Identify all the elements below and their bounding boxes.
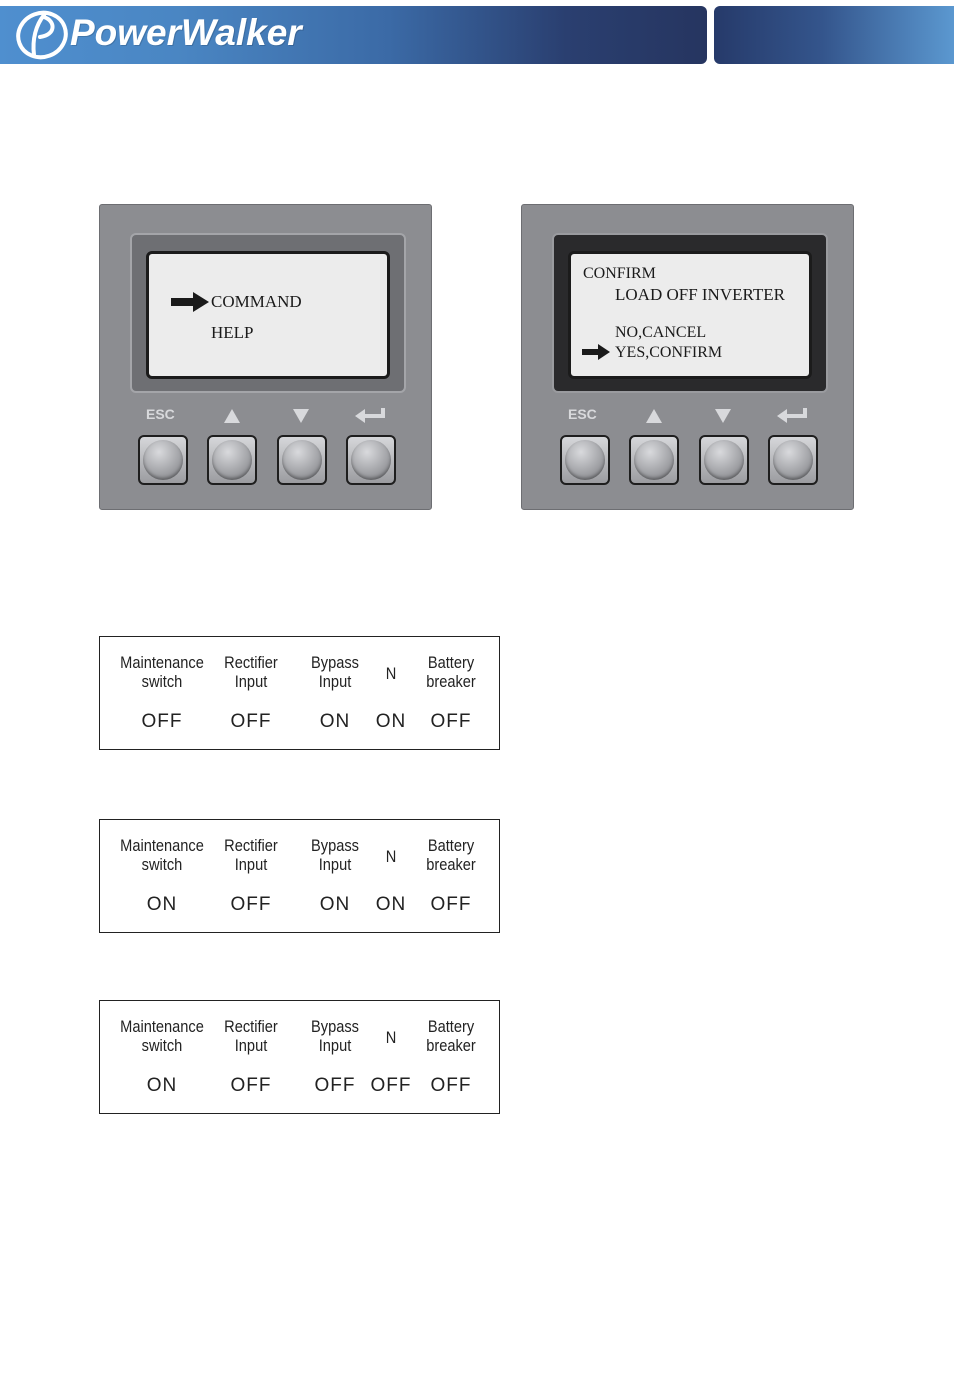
screen-message: LOAD OFF INVERTER (615, 285, 785, 304)
header-text: switch (141, 1036, 183, 1055)
down-button[interactable] (277, 435, 327, 485)
maintenance-switch-column (110, 1001, 214, 1113)
header-text: N (385, 847, 397, 866)
neutral-state: ON (375, 894, 407, 915)
rectifier-input-state: OFF (230, 1075, 272, 1096)
maintenance-switch-header (117, 1017, 206, 1055)
neutral-header (373, 847, 409, 866)
battery-breaker-header (417, 653, 484, 691)
rectifier-input-state: OFF (230, 894, 272, 915)
enter-icon (355, 406, 387, 424)
lcd-screen (146, 251, 390, 379)
bypass-input-header (302, 836, 367, 874)
enter-button[interactable] (768, 435, 818, 485)
down-arrow-icon (293, 409, 309, 423)
bypass-input-header (302, 1017, 367, 1055)
up-arrow-icon (224, 409, 240, 423)
rectifier-input-column (212, 820, 290, 932)
header-text: Rectifier (224, 1017, 278, 1036)
bypass-input-header (302, 653, 367, 691)
maintenance-switch-header (117, 836, 206, 874)
lcd-panel-command-menu (99, 204, 432, 510)
neutral-header (373, 1028, 409, 1047)
lcd-bezel (552, 233, 828, 393)
header-text: Rectifier (224, 653, 278, 672)
battery-breaker-state: OFF (430, 711, 472, 732)
up-button[interactable] (207, 435, 257, 485)
header-text: Maintenance (120, 1017, 204, 1036)
switch-state-table (99, 1000, 500, 1114)
neutral-header (373, 664, 409, 683)
neutral-state: OFF (370, 1075, 412, 1096)
rectifier-input-column (212, 1001, 290, 1113)
brand-name: PowerWalker (70, 12, 302, 53)
option-yes-confirm[interactable]: YES,CONFIRM (615, 344, 723, 361)
esc-button[interactable] (138, 435, 188, 485)
header-text: Input (318, 1036, 352, 1055)
down-arrow-icon (715, 409, 731, 423)
header-text: Input (318, 672, 352, 691)
option-no-cancel[interactable]: NO,CANCEL (615, 324, 707, 341)
esc-button[interactable] (560, 435, 610, 485)
neutral-state: ON (375, 711, 407, 732)
header-text: Bypass (311, 1017, 359, 1036)
header-text: switch (141, 672, 183, 691)
enter-button[interactable] (346, 435, 396, 485)
header-text: Input (234, 672, 268, 691)
maintenance-switch-column (110, 637, 214, 749)
up-arrow-icon (646, 409, 662, 423)
battery-breaker-header (417, 1017, 484, 1055)
maintenance-switch-state: ON (146, 1075, 178, 1096)
header-text: Input (318, 855, 352, 874)
battery-breaker-state: OFF (430, 1075, 472, 1096)
bypass-input-state: OFF (314, 1075, 356, 1096)
lcd-bezel (130, 233, 406, 393)
esc-key-label: ESC (146, 406, 175, 422)
maintenance-switch-header (117, 653, 206, 691)
header-text: Battery (427, 653, 475, 672)
menu-item-help[interactable]: HELP (211, 323, 254, 342)
rectifier-input-header (217, 836, 284, 874)
battery-breaker-column (412, 1001, 490, 1113)
enter-icon (777, 406, 809, 424)
rectifier-input-header (217, 653, 284, 691)
switch-state-table (99, 819, 500, 933)
battery-breaker-column (412, 637, 490, 749)
header-text: breaker (426, 672, 476, 691)
rectifier-input-state: OFF (230, 711, 272, 732)
up-button[interactable] (629, 435, 679, 485)
maintenance-switch-state: OFF (141, 711, 183, 732)
rectifier-input-column (212, 637, 290, 749)
battery-breaker-state: OFF (430, 894, 472, 915)
header-text: Input (234, 1036, 268, 1055)
rectifier-input-header (217, 1017, 284, 1055)
header-text: Rectifier (224, 836, 278, 855)
menu-item-command[interactable]: COMMAND (211, 292, 302, 311)
header-text: Battery (427, 1017, 475, 1036)
header-text: breaker (426, 1036, 476, 1055)
header-text: N (385, 1028, 397, 1047)
battery-breaker-column (412, 820, 490, 932)
header-text: Maintenance (120, 836, 204, 855)
header-text: Bypass (311, 836, 359, 855)
header-text: N (385, 664, 397, 683)
battery-breaker-header (417, 836, 484, 874)
selection-arrow-icon (171, 292, 211, 312)
bypass-input-state: ON (319, 711, 351, 732)
down-button[interactable] (699, 435, 749, 485)
header-banner-right (714, 6, 954, 64)
lcd-panel-confirm-load-off (521, 204, 854, 510)
header-text: switch (141, 855, 183, 874)
powerwalker-logo-icon (14, 9, 70, 61)
header-text: Input (234, 855, 268, 874)
header-text: Battery (427, 836, 475, 855)
header-text: breaker (426, 855, 476, 874)
bypass-input-state: ON (319, 894, 351, 915)
screen-title: CONFIRM (583, 265, 656, 282)
lcd-screen (568, 251, 812, 379)
switch-state-table (99, 636, 500, 750)
header-text: Maintenance (120, 653, 204, 672)
maintenance-switch-column (110, 820, 214, 932)
esc-key-label: ESC (568, 406, 597, 422)
selection-arrow-icon (582, 344, 612, 360)
maintenance-switch-state: ON (146, 894, 178, 915)
header-text: Bypass (311, 653, 359, 672)
